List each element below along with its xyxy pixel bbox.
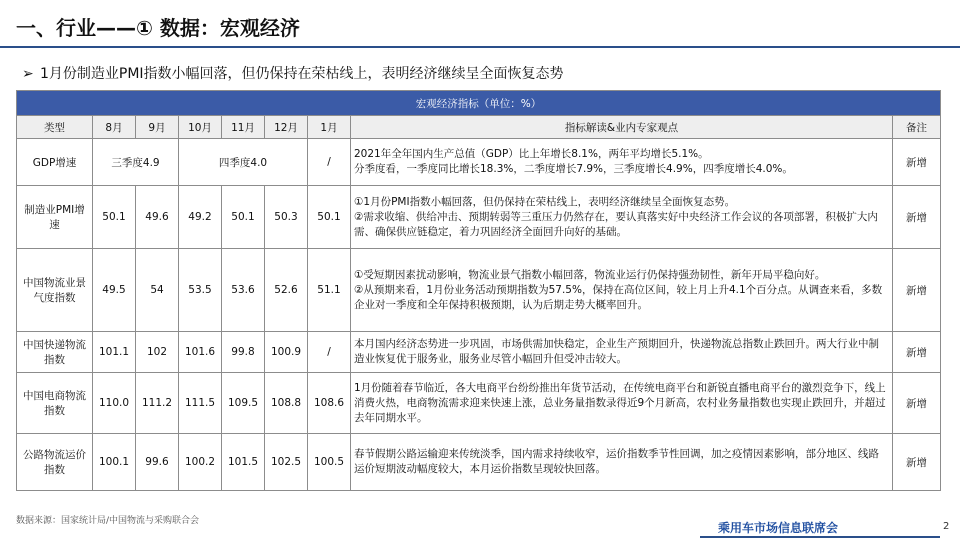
indicator-commentary [351,186,893,249]
column-header: 9月 [136,116,179,139]
cell-value: 108.8 [265,373,308,434]
indicator-commentary [351,373,893,434]
title-divider [0,46,960,48]
cell-value: 三季度4.9 [93,139,179,186]
cell-value: 99.6 [136,434,179,491]
arrow-bullet-icon: ➢ [22,66,34,82]
cell-value: / [308,139,351,186]
macro-indicator-table [16,90,941,491]
column-header: 指标解读&业内专家观点 [351,116,893,139]
data-source: 数据来源：国家统计局/中国物流与采购联合会 [16,516,200,526]
cell-value: 49.6 [136,186,179,249]
cell-value: 54 [136,249,179,332]
cell-value: 102.5 [265,434,308,491]
note-cell: 新增 [893,186,941,249]
table-row [17,373,941,434]
column-header: 10月 [179,116,222,139]
indicator-commentary [351,249,893,332]
cell-value: 108.6 [308,373,351,434]
indicator-name: GDP增速 [17,139,93,186]
cell-value: 102 [136,332,179,373]
cell-value: 101.5 [222,434,265,491]
cell-value: 99.8 [222,332,265,373]
commentary-line: ①1月份PMI指数小幅回落，但仍保持在荣枯线上，表明经济继续呈全面恢复态势。 [354,195,736,208]
cell-value: 51.1 [308,249,351,332]
subtitle [22,63,564,83]
note-cell: 新增 [893,332,941,373]
commentary-line: 春节假期公路运输迎来传统淡季，国内需求持续收窄，运价指数季节性回调，加之疫情因素影响，部分地区、线路运价短期波动幅度较大，本月运价指数呈现较快回落。 [354,448,879,475]
note-cell: 新增 [893,373,941,434]
cell-value: 101.1 [93,332,136,373]
commentary-line: 1月份随着春节临近，各大电商平台纷纷推出年货节活动，在传统电商平台和新锐直播电商平台的激烈竞争下，线上消费火热，电商物流需求迎来快速上涨，总业务量指数录得近9个月新高，农村业务量指数也实现止跌回升，并超过去年同期水平。 [354,381,886,424]
cell-value: 110.0 [93,373,136,434]
cell-value: 49.2 [179,186,222,249]
column-header: 类型 [17,116,93,139]
indicator-commentary [351,434,893,491]
cell-value: 52.6 [265,249,308,332]
indicator-name: 中国快递物流指数 [17,332,93,373]
column-header: 备注 [893,116,941,139]
indicator-name: 中国电商物流指数 [17,373,93,434]
table-row [17,186,941,249]
column-header: 11月 [222,116,265,139]
column-header: 8月 [93,116,136,139]
cell-value: 50.1 [222,186,265,249]
cell-value: 50.3 [265,186,308,249]
indicator-name: 中国物流业景气度指数 [17,249,93,332]
commentary-line: ①受短期因素扰动影响，物流业景气指数小幅回落，物流业运行仍保持强劲韧性，新年开局平稳向好。 [354,268,826,281]
column-header: 12月 [265,116,308,139]
cell-value: 49.5 [93,249,136,332]
commentary-line: ②需求收缩、供给冲击、预期转弱等三重压力仍然存在，要认真落实好中央经济工作会议的各项部署，积极扩大内需、确保供应链稳定，着力巩固经济全面回升向好的基础。 [354,210,878,238]
cell-value: 50.1 [308,186,351,249]
indicator-commentary [351,332,893,373]
table-header-row [17,116,941,139]
indicator-name: 公路物流运价指数 [17,434,93,491]
table-row [17,332,941,373]
cell-value: 四季度4.0 [179,139,308,186]
indicator-commentary [351,139,893,186]
note-cell: 新增 [893,139,941,186]
table-row [17,249,941,332]
cell-value: 100.2 [179,434,222,491]
footer-divider [700,536,940,538]
page-title: 一、行业——① 数据：宏观经济 [16,16,300,40]
cell-value: 100.5 [308,434,351,491]
cell-value: 100.9 [265,332,308,373]
cell-value: 50.1 [93,186,136,249]
note-cell: 新增 [893,434,941,491]
commentary-line: 2021年全年国内生产总值（GDP）比上年增长8.1%，两年平均增长5.1%。 [354,148,709,160]
commentary-line: ②从预期来看，1月份业务活动预期指数为57.5%，保持在高位区间，较上月上升4.1个百分点。从调查来看，多数企业对一季度和全年保持积极预期，认为后期走势大概率回升。 [354,283,883,311]
cell-value: 111.2 [136,373,179,434]
note-cell: 新增 [893,249,941,332]
table-row [17,139,941,186]
commentary-line: 本月国内经济态势进一步巩固，市场供需加快稳定，企业生产预期回升，快递物流总指数止跌回升。两大行业中制造业恢复优于服务业，服务业尽管小幅回升但受冲击较大。 [354,338,879,365]
commentary-line: 分季度看，一季度同比增长18.3%，二季度增长7.9%，三季度增长4.9%，四季度增长4.0%。 [354,163,793,175]
table-caption: 宏观经济指标（单位：%） [17,91,941,116]
cell-value: 101.6 [179,332,222,373]
indicator-name: 制造业PMI增速 [17,186,93,249]
cell-value: 109.5 [222,373,265,434]
cell-value: 53.5 [179,249,222,332]
cell-value: / [308,332,351,373]
column-header: 1月 [308,116,351,139]
subtitle-text: 1月份制造业PMI指数小幅回落，但仍保持在荣枯线上，表明经济继续呈全面恢复态势 [40,66,564,82]
organization-name: 乘用车市场信息联席会 [718,521,839,535]
cell-value: 111.5 [179,373,222,434]
table-row [17,434,941,491]
cell-value: 100.1 [93,434,136,491]
cell-value: 53.6 [222,249,265,332]
page-number: 2 [943,521,950,532]
